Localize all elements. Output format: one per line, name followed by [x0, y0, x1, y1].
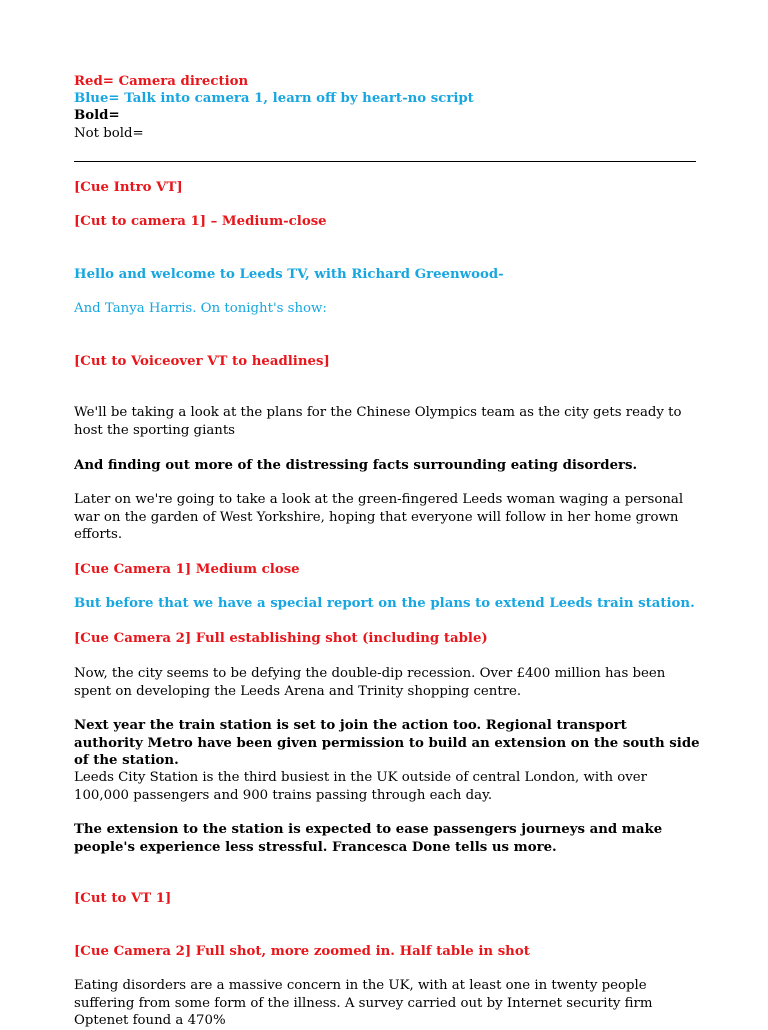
script-paragraph: [Cue Camera 2] Full shot, more zoomed in. Half table in shot	[74, 944, 530, 959]
script-paragraph: Next year the train station is set to join the action too. Regional transport authority Metro have been given permission to build an extension on the south side of the station.	[74, 718, 700, 768]
script-paragraph: [Cue Camera 1] Medium close	[74, 562, 300, 577]
script-paragraph: And finding out more of the distressing facts surrounding eating disorders.	[74, 458, 638, 473]
script-paragraph: Later on we're going to take a look at the green-fingered Leeds woman waging a personal war on the garden of West Yorkshire, hoping that everyone will follow in her home grown efforts.	[74, 492, 684, 542]
script-paragraph: The extension to the station is expected to ease passengers journeys and make people's experience less stressful. Francesca Done tells us more.	[74, 822, 663, 855]
script-paragraph: [Cue Camera 2] Full establishing shot (including table)	[74, 631, 488, 646]
script-paragraph: But before that we have a special report on the plans to extend Leeds train station.	[74, 596, 695, 611]
script-paragraph: [Cut to VT 1]	[74, 891, 172, 906]
legend-not-bold: Not bold=	[74, 126, 144, 141]
script-paragraph: And Tanya Harris. On tonight's show:	[74, 301, 327, 316]
script-paragraph: Now, the city seems to be defying the double-dip recession. Over £400 million has been spent on developing the Leeds Arena and Trinity shopping centre.	[74, 666, 666, 699]
script-paragraph: Eating disorders are a massive concern in the UK, with at least one in twenty people suffering from some form of the illness. A survey carried out by Internet security firm Optenet found a 470%	[74, 978, 653, 1028]
horizontal-divider	[74, 161, 696, 162]
legend-blue: Blue= Talk into camera 1, learn off by heart-no script	[74, 91, 474, 106]
script-paragraph: [Cut to Voiceover VT to headlines]	[74, 354, 330, 369]
script-paragraph: [Cue Intro VT]	[74, 180, 183, 195]
legend-bold: Bold=	[74, 108, 120, 123]
script-paragraph: [Cut to camera 1] – Medium-close	[74, 214, 327, 229]
script-paragraph: Leeds City Station is the third busiest in the UK outside of central London, with over 100,000 passengers and 900 trains passing through each day.	[74, 770, 647, 803]
script-paragraph: Hello and welcome to Leeds TV, with Richard Greenwood-	[74, 267, 504, 282]
script-paragraph: We'll be taking a look at the plans for the Chinese Olympics team as the city gets ready to host the sporting giants	[74, 405, 682, 438]
legend-red: Red= Camera direction	[74, 74, 249, 89]
